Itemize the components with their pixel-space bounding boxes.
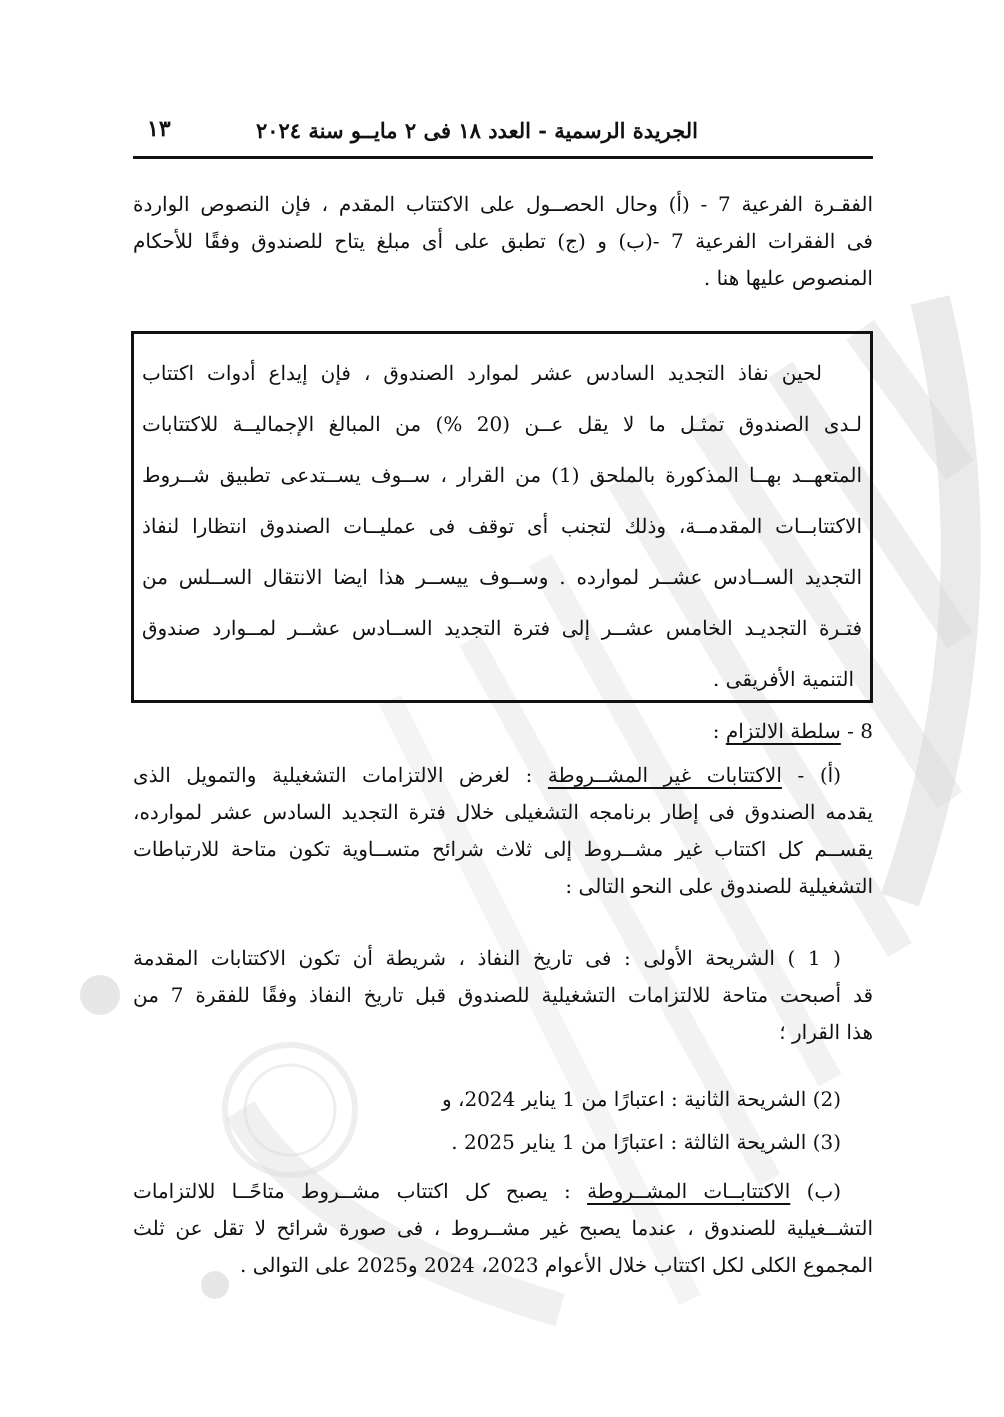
paragraph-a-prefix: (أ) - xyxy=(797,763,841,787)
page-header xyxy=(133,112,873,156)
section-title: سلطة الالتزام xyxy=(725,719,841,743)
paragraph-a-text: : لغرض الالتزامات التشغيلية والتمويل الذى xyxy=(133,763,533,787)
section-8-heading xyxy=(133,713,873,750)
boxed-paragraph xyxy=(131,331,873,703)
box-line: الاكتتابــات المقدمــة، وذلك لتجنب أى توقف فى عمليــات الصندوق انتظارا لنفاذ xyxy=(142,514,862,538)
paragraph-b-line: التشــغيلية للصندوق ، عندما يصبح غير مشــروط ، فى صورة شرائح لا تقل عن ثلث xyxy=(133,1216,873,1240)
tranche-3: (3) الشريحة الثالثة : اعتبارًا من 1 يناير 2025 . xyxy=(451,1130,841,1154)
box-line: التنمية الأفريقى . xyxy=(712,667,854,691)
section-colon: : xyxy=(712,719,720,743)
header-divider xyxy=(133,156,873,159)
box-line: المتعهــد بهــا المذكورة بالملحق (1) من القرار ، ســوف يســتدعى تطبيق شــروط xyxy=(142,463,862,487)
tranche-1-line: ( 1 ) الشريحة الأولى : فى تاريخ النفاذ ، شريطة أن تكون الاكتتابات المقدمة xyxy=(133,946,841,970)
header-title: الجريدة الرسمية - العدد ١٨ فى ٢ مايــو سنة ٢٠٢٤ xyxy=(255,118,698,143)
tranche-1 xyxy=(133,940,873,1051)
section-number: 8 - xyxy=(847,719,873,743)
box-line: التجديد الســادس عشــر لموارده . وســوف ييســر هذا ايضا الانتقال الســلس من xyxy=(142,565,862,589)
box-line: لـدى الصندوق تمثـل ما لا يقل عــن (20 %) من المبالغ الإجماليــة للاكتتابات xyxy=(142,412,862,436)
intro-line: الفقـرة الفرعية 7 - (أ) وحال الحصــول على الاكتتاب المقدم ، فإن النصوص الواردة xyxy=(133,192,873,216)
tranche-2: (2) الشريحة الثانية : اعتبارًا من 1 يناير 2024، و xyxy=(441,1087,841,1111)
tranche-2-3 xyxy=(133,1081,873,1161)
box-line: لحين نفاذ التجديد السادس عشر لموارد الصندوق ، فإن إيداع أدوات اكتتاب xyxy=(142,361,822,385)
page-number: ١٣ xyxy=(147,116,171,142)
paragraph-a-line: يقســم كل اكتتاب غير مشــروط إلى ثلاث شرائح متســاوية تكون متاحة للارتباطات xyxy=(133,837,873,861)
paragraph-a-line: يقدمه الصندوق فى إطار برنامجه التشغيلى خلال فترة التجديد السادس عشر لموارده، xyxy=(133,800,873,824)
intro-paragraph xyxy=(133,186,873,297)
intro-line: فى الفقرات الفرعية 7 -(ب) و (ج) تطبق على أى مبلغ يتاح للصندوق وفقًا للأحكام xyxy=(133,229,873,253)
paragraph-b xyxy=(133,1173,873,1284)
paragraph-b-title: الاكتتابــات المشــروطة xyxy=(587,1179,791,1203)
paragraph-a xyxy=(133,757,873,905)
tranche-1-line: قد أصبحت متاحة للالتزامات التشغيلية للصندوق قبل تاريخ النفاذ وفقًا للفقرة 7 من xyxy=(133,983,873,1007)
paragraph-b-line: المجموع الكلى لكل اكتتاب خلال الأعوام 2023، 2024 و2025 على التوالى . xyxy=(240,1253,873,1277)
paragraph-b-prefix: (ب) xyxy=(806,1179,841,1203)
intro-line: المنصوص عليها هنا . xyxy=(703,266,873,290)
paragraph-a-line: التشغيلية للصندوق على النحو التالى : xyxy=(565,874,873,898)
paragraph-b-text: : يصبح كل اكتتاب مشــروط متاحًــا للالتزامات xyxy=(133,1179,571,1203)
paragraph-a-title: الاكتتابات غير المشــروطة xyxy=(547,763,782,787)
tranche-1-line: هذا القرار ؛ xyxy=(779,1020,873,1044)
box-line: فتـرة التجديـد الخامس عشــر إلى فترة التجديد الســادس عشــر لمــوارد صندوق xyxy=(142,616,862,640)
